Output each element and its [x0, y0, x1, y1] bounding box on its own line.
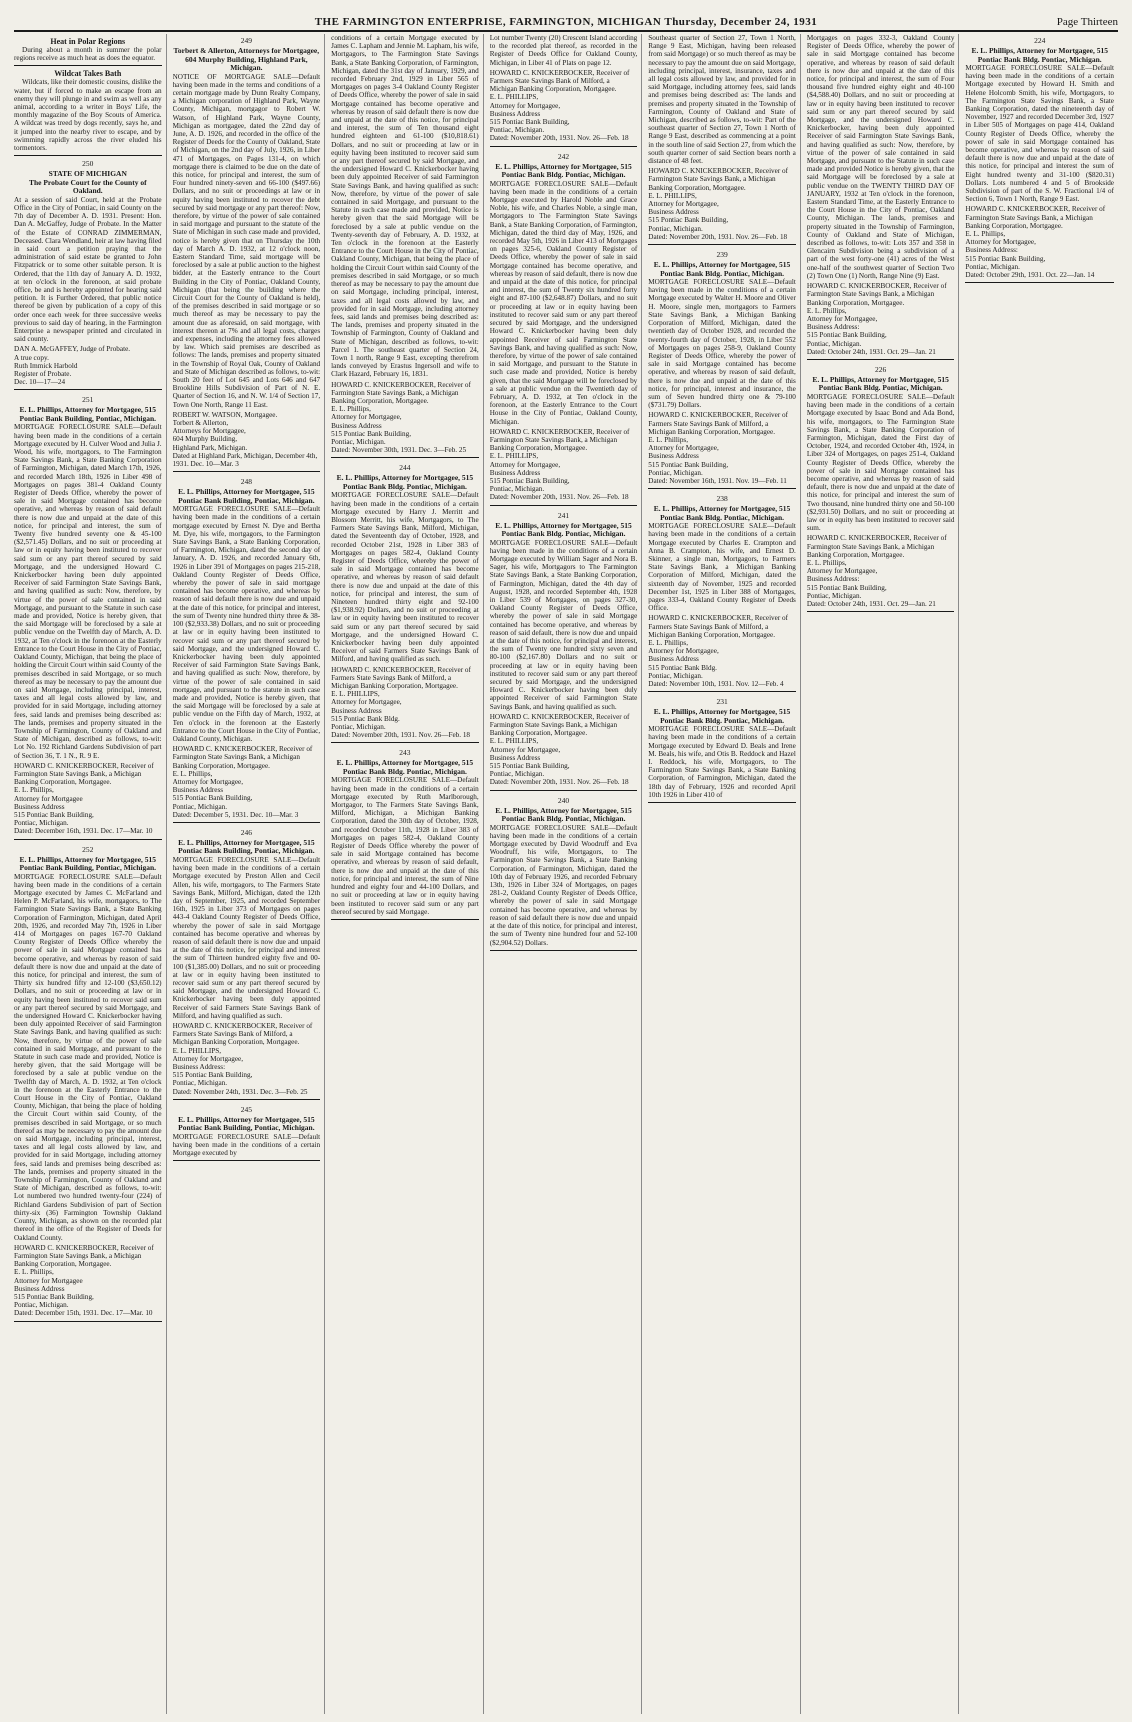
legal-notice — [648, 494, 796, 692]
notice-header: E. L. Phillips, Attorney for Mortgagee, 515 Pontiac Bank Bldg. Pontiac, Michigan. — [495, 520, 632, 539]
notice-number: 226 — [875, 364, 887, 374]
divider — [331, 457, 479, 458]
notice-dated: Dated: October 24th, 1931. Oct. 29—Jan. 21 — [806, 347, 936, 356]
column-5 — [648, 34, 801, 1714]
legal-notice — [331, 748, 479, 919]
notice-number: 241 — [557, 510, 570, 520]
divider — [173, 822, 321, 823]
notice-signature: HOWARD C. KNICKERBOCKER, Receiver of Farmington State Savings Bank, a Michigan Banking Corporation, Mortgagee. E. L. PHILLIPS, Attorney for Mortgagee, Business Address 515 Pontiac Bank Building, Pontiac, Michigan. — [489, 712, 630, 779]
notice-number: 244 — [399, 463, 411, 473]
column-2 — [173, 34, 326, 1714]
notice-number: 231 — [716, 697, 728, 707]
notice-body: MORTGAGE FORECLOSURE SALE—Default having been made in the conditions of a certain Mortgage executed by Walter H. Moore and Oliver H. Moore, single men, mortgagors to Farmers State Savings Bank, a Michigan Banking Corporation of Milford, Michigan, dated the twentieth day of October 1928, and recorded the twenty-fourth day of October, 1928, in Liber 552 of Mortgages on pages 258-9, Oakland County Register of Deeds Office, whereby the power of sale in said Mortgage contained has become operative, and whereas by reason of said default, there is now due and unpaid at the date of this notice, for principal, interest and insurance, the sum of Seven hundred thirty one & 79-100 ($731.79) Dollars. — [648, 278, 796, 410]
notice-signature: HOWARD C. KNICKERBOCKER, Receiver of Farmers State Savings Bank of Milford, a Michigan Banking Corporation, Mortgagee. E. L. PHILLIPS, Attorney for Mortgagee, Business Address 515 Pontiac Bank Building, Pontiac, Michigan. — [489, 68, 630, 135]
masthead-title: THE FARMINGTON ENTERPRISE, FARMINGTON, MICHIGAN Thursday, December 24, 1931 — [314, 16, 818, 28]
notice-header: E. L. Phillips, Attorney for Mortgagee, 515 Pontiac Bank Bldg. Pontiac, Michigan. — [336, 758, 474, 776]
divider — [490, 146, 638, 147]
short-item-heading: Heat in Polar Regions — [50, 37, 126, 46]
column-7 — [965, 34, 1118, 1714]
legal-notice — [648, 250, 796, 489]
notice-header: STATE OF MICHIGAN The Probate Court for the County of Oakland. — [28, 169, 147, 196]
divider — [807, 611, 955, 612]
notice-body: MORTGAGE FORECLOSURE SALE—Default having been made in the conditions of a certain Mortgage executed by Preston Allen and Cecil Allen, his wife, mortgagors, to The Farmers State Savings Bank, Milford, Michigan, dated the 12th day of September, 1925, and recorded September 16th, 1925 in Liber 373 of Mortgages on pages 443-4 Oakland County Register of Deeds Office, whereby the power of sale in said Mortgage contained has become operative and whereas by reason of said default there is now due and unpaid at the date of this notice, for principal and interest the sum of Thirteen hundred eighty five and 00-100 ($1,385.00) Dollars, and no suit or proceeding at law or in equity having been instituted to recover said sum or any part thereof secured by said Mortgage, and the undersigned Howard C. Knickerbocker having been duly appointed Receiver of said Farmers State Savings Bank of Milford, and having qualified as such. — [172, 855, 321, 1020]
notice-dated: Dated: October 24th, 1931. Oct. 29—Jan. 21 — [806, 600, 936, 608]
legal-notice — [648, 697, 796, 803]
notice-dated: Dated: November 10th, 1931. Nov. 12—Feb. 4 — [648, 680, 784, 689]
notice-body: conditions of a certain Mortgage executed by James C. Lapham and Jennie M. Lapham, his wife, Mortgagors, to The Farmington State Savings Bank, a State Banking Corporation, of Farmington, Michigan, dated the 31st day of January, 1929, and recorded February 2nd, 1929 in Liber 565 of Mortgages on pages 3-4 Oakland County Register of Deeds Office, whereby the power of sale in said Mortgage contained has become operative and whereas by reason of said default there is now due and unpaid at the date of this notice, for principal and interest, the sum of Ten thousand eight hundred eighteen and 61-100 ($10,818.61) Dollars, and no suit or proceeding at law or in equity having been instituted to recover said sum or any part thereof secured by said Mortgage, and the undersigned Howard C. Knickerbocker having been duly appointed Receiver of said Farmington State Savings Bank, and having qualified as such: Now, therefore, by virtue of the power of sale contained in said Mortgage, and pursuant to the Statute in such case made and provided, Notice is hereby given that the said Mortgage will be foreclosed by a sale at public vendue on the Twenty-seventh day of February, A. D. 1932, at Ten o'clock in the forenoon at the Easterly Entrance to the Court House in the City of Pontiac, Oakland County, Michigan, that being the place of holding the Circuit Court within said County of the premises described in said Mortgage, or so much thereof as may be necessary to pay the amount due on said Mortgage, including principal, interest, taxes and all legal costs allowed by law, and provided for in said Mortgage, including attorney fees, said lands and premises being described as: The lands, premises and property situated in the Township of Farmington, County of Oakland and State of Michigan, described as follows, to-wit: Parcel 1. The southeast quarter of Section 24, Town 1 north, Range 9 East, excepting therefrom lands conveyed by Erastus Ingersoll and wife to Clark Hazard, February 16, 1831. — [331, 34, 479, 379]
legal-notice — [14, 159, 162, 390]
notice-header: E. L. Phillips, Attorney for Mortgagee, 515 Pontiac Bank Building, Pontiac, Michigan. — [19, 405, 157, 423]
notice-dated: Dated: November 24th, 1931. Dec. 3—Feb. 25 — [172, 1087, 308, 1096]
notice-header: E. L. Phillips, Attorney for Mortgagee, 515 Pontiac Bank Bldg. Pontiac, Michigan. — [653, 504, 791, 522]
notice-header: E. L. Phillips, Attorney for Mortgagee, 515 Pontiac Bank Bldg. Pontiac, Michigan. — [336, 473, 474, 491]
notice-header: E. L. Phillips, Attorney for Mortgagee, 515 Pontiac Bank Bldg. Pontiac, Michigan. — [495, 161, 632, 180]
notice-signature: HOWARD C. KNICKERBOCKER, Receiver of Farmers State Savings Bank of Milford, a Michigan Banking Corporation, Mortgagee. E. L. PHILLIPS, Attorney for Mortgagee, Business Address 515 Pontiac Bank Bldg. Pontiac, Michigan. — [331, 665, 471, 732]
short-item-text: During about a month in summer the polar regions receive as much heat as does the equator. — [14, 46, 162, 63]
column-1 — [14, 34, 167, 1714]
notice-signature: HOWARD C. KNICKERBOCKER, Receiver of Farmington State Savings Bank, a Michigan Banking Corporation, Mortgagee. E. L. Phillips, Attorney for Mortgagee Business Address 515 Pontiac Bank Building, Pontiac, Michigan. — [14, 761, 154, 828]
legal-notice — [807, 365, 955, 612]
short-item-text: Wildcats, like their domestic cousins, dislike the water, but if forced to make an escape from an enemy they will plunge in and swim as well as any animal, according to a writer in Boys' Life, the monthly magazine of the Boy Scouts of America. A wildcat was treed by dogs recently, says he, and it jumped into the nearby river to escape, and by swimming rapidly across the river eluded his tormentors. — [14, 78, 162, 153]
notice-number: 249 — [240, 36, 252, 45]
notice-header: E. L. Phillips, Attorney for Mortgagee, 515 Pontiac Bank Building, Pontiac, Michigan. — [178, 1114, 315, 1133]
notice-body: MORTGAGE FORECLOSURE SALE—Default having been made in the conditions of a certain Mortgage executed by Ruth Marlborough, Mortgagor, to The Farmers State Savings Bank, Milford, Michigan, a Michigan Banking Corporation, dated the 30th day of October, 1928, and recorded October 11th, 1928 in Liber 383 of Mortgages on pages 582-4, Oakland County Register of Deeds Office whereby the power of sale in said Mortgage contained has become operative, and whereas by reason of said default, there is now due and unpaid at the date of this notice, for principal and interest, the sum of Nine hundred and eighty four and 44-100 Dollars, and no suit or proceeding at law or in equity having been instituted to recover said sum or any part thereof secured by said Mortgage. — [331, 776, 479, 916]
divider — [807, 359, 955, 360]
notice-body: MORTGAGE FORECLOSURE SALE—Default having been made in the conditions of a certain Mortgage executed by William Sager and Nora B. Sager, his wife, Mortgagors to The Farmington State Savings Bank, a State Banking Corporation, of Farmington, Michigan, dated the 4th day of August, 1928, and recorded September 4th, 1928 in Liber 539 of Mortgages, on pages 327-30, Oakland County Register of Deeds Office, whereby the power of sale in said Mortgage contained has become operative, and whereas by reason of said default, there is now due and unpaid at the date of this notice, for principal and interest, the sum of Twenty one hundred sixty seven and 80-100 ($2,167.80) Dollars and no suit or proceeding at law or in equity having been instituted to recover said sum or any part thereof secured by said Mortgage, and the undersigned Howard C. Knickerbocker having been duly appointed Receiver of said Farmington State Savings Bank, and having qualified as such. — [489, 538, 638, 711]
legal-notice — [648, 34, 796, 245]
legal-notice — [490, 152, 638, 506]
short-item-heading: Wildcat Takes Bath — [54, 69, 122, 79]
notice-header: E. L. Phillips, Attorney for Mortgagee, 515 Pontiac Bank Building, Pontiac, Michigan. — [19, 854, 157, 873]
notice-body: MORTGAGE FORECLOSURE SALE—Default having been made in the conditions of a certain Mortgage executed by H. Culver Wood and Julia J. Wood, his wife, mortgagors, to The Farmington State Savings Bank, a State Banking Corporation of Farmington, Michigan, dated March 17th, 1926, and recorded March 18th, 1926 in Liber 498 of Mortgages on pages 381-4 Oakland County Register of Deeds Office, whereby the power of sale in said Mortgage contained has become operative, and whereas by reason of said default there is now due and unpaid at the date of this notice, for principal and interest, the sum of Twenty five hundred seventy one & 45-100 ($2,571.45) Dollars, and no suit or proceeding at law or in equity having been instituted to recover said sum or any part thereof secured by said Mortgage, and the undersigned Howard C. Knickerbocker having been duly appointed Receiver of said Farmington State Savings Bank, and having qualified as such: Now, therefore, by virtue of the power of sale contained in said Mortgage, and pursuant to the Statute in such case made and provided, Notice is hereby given, that the said Mortgage will be foreclosed by a sale at public vendue on the Twelfth day of March, A. D. 1932, at Ten o'clock in the forenoon at the Easterly Entrance to the Court House in the City of Pontiac, Oakland County, Michigan, that being the place of holding the Circuit Court within said County of the premises described in said Mortgage, or so much thereof as may be necessary to pay the amount due on said Mortgage, including principal, interest, taxes and all legal costs allowed by law, and provided for in said Mortgage, including attorney fees, said lands and premises being described as: The lands, premises and property situated in the Township of Farmington, County of Oakland and State of Michigan, described as follows, to-wit: Lot No. 192 Richland Gardens Subdivision of part of Section 36, T. 1 N., R. 9 E. — [14, 423, 162, 760]
masthead — [14, 6, 1118, 32]
divider — [331, 742, 479, 743]
divider — [173, 471, 321, 472]
column-6 — [807, 34, 960, 1714]
legal-notice — [331, 34, 479, 458]
notice-header: E. L. Phillips, Attorney for Mortgagee, 515 Pontiac Bank Bldg. Pontiac, Michigan. — [495, 805, 632, 824]
notice-number: 242 — [557, 151, 570, 161]
notice-signature: HOWARD C. KNICKERBOCKER, Receiver of Farmers State Savings Bank of Milford, a Michigan Banking Corporation, Mortgagee. E. L. Phillips, Attorney for Mortgagee, Business Address 515 Pontiac Bank Building, Pontiac, Michigan. — [648, 411, 789, 477]
divider — [14, 839, 162, 840]
divider — [14, 389, 162, 390]
notice-body: Southeast quarter of Section 27, Town 1 North, Range 9 East, Michigan, having been released from said Mortgage) or so much thereof as may be necessary to pay the amount due on said Mortgage, including principal, interest, insurance, taxes and all legal costs allowed by law, and provided for in said Mortgage, including attorney fees, said lands and premises being described as: The lands and premises and property situated in the Township of Farmington, County of Oakland and State of Michigan, described as follows, to-wit: Part of the southeast quarter of Section 27, Town 1 North of Range 9 East, described as commencing at a point in the south line of said Section 27, from which the south quarter corner of said Section bears north a distance of 48 feet. — [648, 34, 796, 166]
notice-signature: ROBERT W. WATSON, Mortgagee. Torbert & Allerton, Attorneys for Mortgagee, 604 Murphy Building, Highland Park, Michigan. — [172, 410, 278, 452]
notice-header: E. L. Phillips, Attorney for Mortgagee, 515 Pontiac Bank Bldg. Pontiac, Michigan. — [653, 707, 791, 725]
notice-body: NOTICE OF MORTGAGE SALE—Default having been made in the terms and conditions of a certain mortgage made by Dunn Realty Company, a Michigan corporation of Highland Park, Wayne County, Michigan, mortgagor to Robert W. Watson, of Highland Park, Wayne County, Michigan as mortgagee, dated the 22nd day of June, A. D. 1926, and recorded in the office of the Register of Deeds for the County of Oakland, State of Michigan, on the 2nd day of July, 1926, in Liber 471 of Mortgages, on Pages 131-4, on which mortgage there is claimed to be due on the date of this notice, for principal and interest, the sum of Four hundred ninety-seven and 66-100 ($497.66) Dollars, and no suit or proceedings at law or in equity having been instituted to recover the debt secured by said mortgage or any part thereof: Now, therefore, by virtue of the power of sale contained in said mortgage and pursuant to the statute of the State of Michigan in such case made and provided, notice is hereby given that on Thursday the 10th day of March A. D. 1932, at 12 o'clock noon, Eastern Standard Time, said mortgage will be foreclosed by a sale at public auction to the highest bidder, at the Easterly entrance to the Court Building in the City of Pontiac, Oakland County, Michigan (that being the building where the Circuit Court for the County of Oakland is held), of the premises described in said mortgage or so much thereof as may be necessary to pay the amount due as aforesaid, on said mortgage, with interest thereon at 7% and all legal costs, charges and expenses, including the attorney fees allowed by law. Which said premises are described as follows: The lands, premises and property situated in the Township of Royal Oak, County of Oakland and State of Michigan described as follows, to-wit: South 20 feet of Lot 645 and Lots 646 and 647 Brookline Hills Subdivision of Part of N. E. Quarter of Section 16, and N. W. 1/4 of Section 17, Town One North, Range 11 East. — [172, 72, 321, 409]
notice-signature: HOWARD C. KNICKERBOCKER, Receiver of Farmington State Savings Bank, a Michigan Banking Corporation, Mortgagee. E. L. PHILLIPS, Attorney for Mortgagee, Business Address 515 Pontiac Bank Building, Pontiac, Michigan. — [648, 167, 789, 233]
column-4 — [490, 34, 643, 1714]
notice-number: 224 — [1034, 36, 1046, 45]
divider — [173, 1099, 321, 1100]
notice-number: 239 — [716, 250, 728, 260]
notice-dated: Dated: December 15th, 1931. Dec. 17—Mar. 10 — [14, 1309, 153, 1318]
notice-dated: Dated: November 20th, 1931. Nov. 26—Feb. 18 — [489, 493, 629, 502]
notice-dated: Dated: November 20th, 1931. Nov. 26—Feb. 18 — [648, 232, 788, 241]
notice-dated: Dated: November 20th, 1931. Nov. 26—Feb. 18 — [489, 778, 629, 787]
notice-body: MORTGAGE FORECLOSURE SALE—Default having been made in the conditions of a certain Mortgage executed by Isaac Bond and Ada Bond, his wife, mortgagors, to The Farmington State Savings Bank, a State Banking Corporation of Farmington, Michigan, dated the First day of October, 1924, and recorded October 4th, 1924, in Liber 324 of Mortgages, on pages 251-4, Oakland County Register of Deeds Office, whereby the power of sale in said Mortgage contained has become operative, and whereas by reason of said default, there is now due and unpaid at the date of this notice, for principal and interest the sum of Two thousand, nine hundred thirty one and 50-100 ($2,931.50) Dollars, and no suit or proceeding at law or in equity has been instituted to recover said sum. — [806, 392, 955, 533]
legal-notice — [173, 828, 321, 1100]
notice-header: E. L. Phillips, Attorney for Mortgagee, 515 Pontiac Bank Building, Pontiac, Michigan. — [178, 487, 315, 505]
legal-notice — [490, 511, 638, 791]
notice-number: 246 — [240, 827, 252, 837]
notice-number: 245 — [240, 1104, 252, 1114]
notice-body: MORTGAGE FORECLOSURE SALE—Default having been made in the conditions of a certain Mortgage executed by — [172, 1132, 321, 1158]
column-3 — [331, 34, 484, 1714]
notice-header: E. L. Phillips, Attorney for Mortgagee, 515 Pontiac Bank Bldg. Pontiac, Michigan. — [812, 374, 949, 393]
notice-dated: Dec. 10—17—24 — [14, 378, 66, 387]
notice-header: E. L. Phillips, Attorney for Mortgagee, 515 Pontiac Bank Building, Pontiac, Michigan. — [178, 837, 315, 856]
notice-body: MORTGAGE FORECLOSURE SALE—Default having been made in the conditions of a certain Mortgage executed by Howard H. Smith and Helene Holcomb Smith, his wife, Mortgagors, to The Farmington State Savings Bank, a State Banking Corporation, dated the nineteenth day of November, 1927 and recorded December 3rd, 1927 in Liber 505 of Mortgages on page 414, Oakland County Register of Deeds Office, whereby the power of sale in said Mortgage contained has become operative, and whereas by reason of said default there is now due and unpaid at the date of this notice, for principal and interest the sum of Eight hundred twenty and 31-100 ($820.31) Dollars. Lots numbered 4 and 5 of Brookside Subdivision of part of the S. W. Fractional 1/4 of Section 6, Town 1 North, Range 9 East. — [965, 64, 1114, 204]
legal-notice — [807, 34, 955, 360]
notice-dated: Dated: December 16th, 1931. Dec. 17—Mar. 10 — [14, 827, 153, 836]
divider — [490, 790, 638, 791]
notice-header: Torbert & Allerton, Attorneys for Mortgagee, 604 Murphy Building, Highland Park, Michigan. — [173, 46, 320, 72]
divider — [490, 505, 638, 506]
legal-notice — [331, 463, 479, 743]
notice-signature: HOWARD C. KNICKERBOCKER, Receiver of Farmington State Savings Bank, a Michigan Banking Corporation, Mortgagee. E. L. Phillips, Attorney for Mortgagee, Business Address: 515 Pontiac Bank Building, Pontiac, Michigan. — [965, 205, 1106, 271]
notice-body: Lot number Twenty (20) Crescent Island according to the recorded plat thereof, as recorded in the Register of Deeds Office for Oakland County, Michigan, in Liber 41 of Plats on page 12. — [489, 34, 638, 67]
notice-number: 251 — [82, 395, 94, 405]
notice-body: MORTGAGE FORECLOSURE SALE—Default having been made in the conditions of a certain Mortgage executed by Charles E. Crampton and Anna B. Crampton, his wife, and Ernest D. Skinner, a single man, Mortgagors, to Farmers State Savings Bank, a Michigan Banking Corporation of Milford, Michigan, dated the sixteenth day of November, 1925 and recorded December 1st, 1925 in Liber 388 of Mortgages, pages 333-4, Oakland County Register of Deeds Office. — [648, 522, 796, 613]
notice-body: MORTGAGE FORECLOSURE SALE—Default having been made in the conditions of a certain Mortgage executed by James C. McFarland and Helen P. McFarland, his wife, mortgagors, to The Farmington State Savings Bank, a State Banking Corporation of Farmington, Michigan, dated April 20th, 1926, and recorded May 7th, 1926 in Liber 414 of Mortgages on pages 167-70 Oakland County Register of Deeds Office whereby the power of sale in said Mortgage contained has become operative, and whereas by reason of said default there is now due and unpaid at the date of this notice, for principal and interest, the sum of Thirty six hundred fifty and 12-100 ($3,650.12) Dollars, and no suit or proceeding at law or in equity having been instituted to recover said sum or any part thereof secured by said Mortgage, and the undersigned Howard C. Knickerbocker having been duly appointed Receiver of said Farmington State Savings Bank, and having qualified as such: Now, therefore, by virtue of the power of sale contained in said Mortgage, and pursuant to the Statute in such case made and provided, Notice is hereby given, that the said Mortgage will be foreclosed by a sale at public vendue on the Twelfth day of March, A. D. 1932, at Ten o'clock in the forenoon at the Easterly Entrance to the Court House in the City of Pontiac, Oakland County, Michigan, that being the place of holding the Circuit Court within said County, of the premises described in said Mortgage, or so much thereof as may be necessary to pay the amount due on said Mortgage, including principal, interest, taxes and all legal costs allowed by law, and provided for in said Mortgage, including attorney fees, said lands and premises being described as: The lands, premises and property situated in the Township of Farmington, County of Oakland and State of Michigan, described as follows, to-wit: Lot numbered two hundred twenty-four (224) of Richland Gardens Subdivision of part of Section thirty-six (36) Farmington Township Oakland County, Michigan, as shown on the recorded plat thereof in the office of the Register of Deeds for Oakland County. — [14, 872, 162, 1242]
notice-dated: Dated: November 20th, 1931. Nov. 26—Feb. 18 — [331, 731, 471, 740]
notice-signature: HOWARD C. KNICKERBOCKER, Receiver of Farmington State Savings Bank, a Michigan Banking Corporation, Mortgagee. E. L. Phillips, Attorney for Mortgagee, Business Address 515 Pontiac Bank Building, Pontiac, Michigan. — [172, 745, 313, 811]
notice-dated: Dated: December 5, 1931. Dec. 10—Mar. 3 — [172, 810, 299, 819]
divider — [648, 802, 796, 803]
notice-dated: Dated at Highland Park, Michigan, December 4th, 1931. Dec. 10—Mar. 3 — [172, 451, 318, 469]
notice-body: Mortgages on pages 332-3, Oakland County Register of Deeds Office, whereby the power of sale in said Mortgage contained has become operative, and whereas by reason of said default there is now due and unpaid at the date of this notice, for principal and interest, the sum of Four thousand five hundred eighty eight and 40-100 ($4,588.40) Dollars, and no suit or proceeding at law or in equity having been instituted to recover said sum or any part thereof secured by said Mortgage, and the undersigned Howard C. Knickerbocker, having been duly appointed Receiver of said Farmington State Savings Bank, and having qualified as such: Now, therefore, by virtue of the power of sale contained in said Mortgage, and pursuant to the Statute in such case made and provided Notice is hereby given, that the said Mortgage will be foreclosed by a sale at public vendue on the TWENTY THIRD DAY OF JANUARY, 1932 at Ten o'clock in the forenoon, Eastern Standard Time, at the Easterly Entrance to the Court House in the City of Pontiac, Oakland County, Michigan. The lands, premises and property situated in the Township of Farmington, County of Oakland and State of Michigan, described as follows, to-wit: Lots 357 and 358 in Glencairn Subdivision being a subdivision of a part of the west forty-one (41) acres of the West one-half of the southwest quarter of Section Two (2) Town One (1) North, Range Nine (9) East. — [806, 34, 955, 280]
notice-body: MORTGAGE FORECLOSURE SALE—Default having been made in the conditions of a certain mortgage executed by Ernest N. Dye and Bertha M. Dye, his wife, mortgagors, to the Farmington State Savings Bank, a State Banking Corporation, of Farmington, Michigan, dated the second day of January, A. D. 1926, and recorded January 6th, 1926 in Liber 391 of Mortgages on pages 215-218, Oakland County Register of Deeds Office, whereby the power of sale in said mortgage contained has become operative, and whereas by reason of said default there is now due and unpaid at the date of this notice, for principal and interest, the sum of Twenty nine hundred thirty three & 38-100 ($2,933.38) Dollars, and no suit or proceeding at law or in equity having been instituted to recover said sum or any part thereof secured by said Mortgage, and the undersigned Howard C. Knickerbocker having been duly appointed Receiver of said Farmington State Savings Bank, and having qualified as such: Now, therefore, by virtue of the power of sale contained in said mortgage, and pursuant to the statute in such case made and provided, Notice is hereby given, that the said Mortgage will be foreclosed by a sale at public vendue on the Fifth day of March, 1932, at Ten o'clock in the forenoon at the Easterly Entrance to the Court House in the City of Pontiac, Oakland County, Michigan. — [172, 505, 321, 743]
notice-signature: HOWARD C. KNICKERBOCKER, Receiver of Farmers State Savings Bank of Milford, a Michigan Banking Corporation, Mortgagee. E. L. Phillips, Attorney for Mortgagee, Business Address 515 Pontiac Bank Bldg. Pontiac, Michigan. — [648, 614, 789, 680]
columns — [14, 34, 1118, 1714]
notice-body: MORTGAGE FORECLOSURE SALE—Default having been made in the conditions of a certain Mortgage executed by David Woodruff and Eva Woodruff, his wife, Mortgagors, to The Farmington State Savings Bank, a State Banking Corporation, of Farmington, Michigan, dated the 10th day of February 1926, and recorded February 13th, 1926 in Liber 324 of Mortgages, on pages 281-2, Oakland County Register of Deeds Office, whereby the power of sale in said Mortgage contained has become operative, and whereas by reason of said default there is now due and unpaid at the date of this notice, for principal and interest, the sum of Twenty nine hundred four and 52-100 ($2,904.52) Dollars. — [489, 823, 638, 947]
notice-number: 252 — [82, 844, 94, 854]
notice-body: MORTGAGE FORECLOSURE SALE—Default having been made in the conditions of a certain Mortgage executed by Edward D. Beals and Irene M. Beals, his wife, and Otis B. Reddock and Hazel I. Reddock, his wife, Mortgagors, to The Farmington State Savings Bank, a State Banking Corporation, of Farmington, Michigan, dated the 18th day of February, 1926 and recorded April 10th 1926 in Liber 410 of — [648, 725, 796, 799]
legal-notice — [14, 845, 162, 1322]
notice-body: At a session of said Court, held at the Probate Office in the City of Pontiac, in said County on the 7th day of December A. D. 1931. Present: Hon. Dan A. McGaffey, Judge of Probate. In the Matter of the Estate of CONRAD ZIMMERMAN, Deceased. Clara Wendland, heir at law having filed in said court a petition praying that the administration of said estate be granted to John Fitzpatrick or to some other suitable person. It is Ordered, that the 11th day of January A. D. 1932, at ten o'clock in the forenoon, at said probate office, be and is hereby appointed for hearing said petition. It is Further Ordered, that public notice thereof be given by publication of a copy of this order once each week for three successive weeks previous to said day of hearing, in the Farmington Enterprise a newspaper printed and circulated in said county. — [14, 195, 162, 344]
notice-dated: Dated: October 29th, 1931. Oct. 22—Jan. 14 — [965, 271, 1095, 280]
divider — [648, 244, 796, 245]
notice-signature: HOWARD C. KNICKERBOCKER, Receiver of Farmers State Savings Bank of Milford, a Michigan Banking Corporation, Mortgagee. E. L. PHILLIPS, Attorney for Mortgagee, Business Address: 515 Pontiac Bank Building, Pontiac, Michigan. — [172, 1022, 313, 1088]
divider — [965, 282, 1114, 283]
divider — [331, 919, 479, 920]
divider — [490, 950, 638, 951]
notice-body: MORTGAGE FORECLOSURE SALE—Default having been made in the conditions of a certain Mortgage executed by Harry J. Merritt and Blossom Merritt, his wife, Mortgagors, to The Farmers State Savings Bank, Milford, Michigan, dated the Seventeenth day of October, 1928, and recorded October 21st, 1928 in Liber 383 of Mortgages on pages 582-4, Oakland County Register of Deeds Office, whereby the power of sale in said Mortgage contained has become operative, and whereas by reason of said default there is now due and unpaid at the date of this notice, for principal and interest, the sum of Nineteen hundred thirty eight and 92-100 ($1,938.92) Dollars, and no suit or proceeding at law or in equity having been instituted to recover said sum or any part thereof secured by said Mortgage, and the undersigned Howard C. Knickerbocker having been duly appointed Receiver of said Farmers State Savings Bank of Milford, and having qualified as such. — [331, 491, 479, 664]
notice-body: MORTGAGE FORECLOSURE SALE—Default having been made in the conditions of a certain Mortgage executed by Harold Noble and Grace Noble, his wife, and Charles Noble, a single man, Mortgagors to The Farmington State Savings Bank, a State Banking Corporation, of Farmington, Michigan, dated the third day of May, 1926, and recorded May 5th, 1926 in Liber 413 of Mortgages on pages 325-6, Oakland County Register of Deeds Office, whereby the power of sale in said Mortgage contained has become operative, and whereas by reason of said default, there is now due and unpaid at the date of this notice, for principal and interest, the sum of Twenty six hundred forty eight and 87-100 ($2,648.87) Dollars, and no suit or proceeding at law or in equity having been instituted to recover said sum or any part thereof secured by said Mortgage, and the undersigned Howard C. Knickerbocker having been duly appointed Receiver of said Farmington State Savings Bank, and having qualified as such: Now, therefore, by virtue of the power of sale contained in said Mortgage, and pursuant to the Statute in such case made and provided, Notice is hereby given, that the said Mortgage will be foreclosed by a sale at public vendue on the Twentieth day of February, A. D. 1932, at Ten o'clock in the forenoon, at the Easterly Entrance to the Court House in the City of Pontiac, Oakland County, Michigan. — [489, 179, 638, 426]
notice-signature: HOWARD C. KNICKERBOCKER, Receiver of Farmington State Savings Bank, a Michigan Banking Corporation, Mortgagee. E. L. PHILLIPS, Attorney for Mortgagee, Business Address 515 Pontiac Bank Building, Pontiac, Michigan. — [489, 427, 630, 494]
notice-dated: Dated: November 20th, 1931. Nov. 26—Feb. 18 — [489, 134, 629, 143]
notice-dated: Dated: November 16th, 1931. Nov. 19—Feb. 11 — [648, 476, 787, 485]
notice-header: E. L. Phillips, Attorney for Mortgagee, 515 Pontiac Bank Bldg. Pontiac, Michigan. — [653, 260, 791, 278]
notice-header: E. L. Phillips, Attorney for Mortgagee, 515 Pontiac Bank Bldg. Pontiac, Michigan. — [971, 46, 1108, 64]
divider — [173, 1160, 321, 1161]
notice-signature: HOWARD C. KNICKERBOCKER, Receiver of Farmington State Savings Bank, a Michigan Banking Corporation, Mortgagee. E. L. Phillips, Attorney for Mortgagee, Business Address 515 Pontiac Bank Building, Pontiac, Michigan. — [331, 380, 471, 446]
notice-signature: HOWARD C. KNICKERBOCKER, Receiver of Farmington State Savings Bank, a Michigan Banking Corporation, Mortgagee. E. L. Phillips, Attorney for Mortgagee, Business Address: 515 Pontiac Bank Building, Pontiac, Michigan. — [806, 534, 947, 600]
legal-notice — [173, 477, 321, 823]
notice-number: 238 — [716, 494, 728, 504]
legal-notice — [965, 36, 1114, 283]
page-number: Page Thirteen — [1056, 16, 1118, 28]
legal-notice — [490, 796, 638, 951]
notice-signature: DAN A. McGAFFEY, Judge of Probate. A true copy. Ruth Immick Harbold Register of Probate. — [14, 345, 131, 378]
notice-number: 248 — [240, 477, 252, 487]
notice-number: 250 — [82, 159, 94, 169]
divider — [648, 691, 796, 692]
divider — [14, 155, 162, 156]
notice-number: 243 — [399, 748, 411, 758]
divider — [648, 488, 796, 489]
legal-notice — [490, 34, 638, 147]
notice-dated: Dated: November 30th, 1931. Dec. 3—Feb. 25 — [331, 446, 467, 455]
legal-notice — [173, 1105, 321, 1162]
notice-number: 240 — [557, 795, 570, 805]
divider — [14, 65, 162, 66]
notice-signature: HOWARD C. KNICKERBOCKER, Receiver of Farmington State Savings Bank, a Michigan Banking Corporation, Mortgagee. E. L. Phillips, Attorney for Mortgagee, Business Address: 515 Pontiac Bank Building, Pontiac, Michigan. — [806, 282, 947, 348]
legal-notice — [173, 36, 321, 472]
divider — [14, 1321, 162, 1322]
notice-signature: HOWARD C. KNICKERBOCKER, Receiver of Farmington State Savings Bank, a Michigan Banking Corporation, Mortgagee. E. L. Phillips, Attorney for Mortgagee Business Address 515 Pontiac Bank Building, Pontiac, Michigan. — [14, 1243, 154, 1310]
legal-notice — [14, 395, 162, 839]
